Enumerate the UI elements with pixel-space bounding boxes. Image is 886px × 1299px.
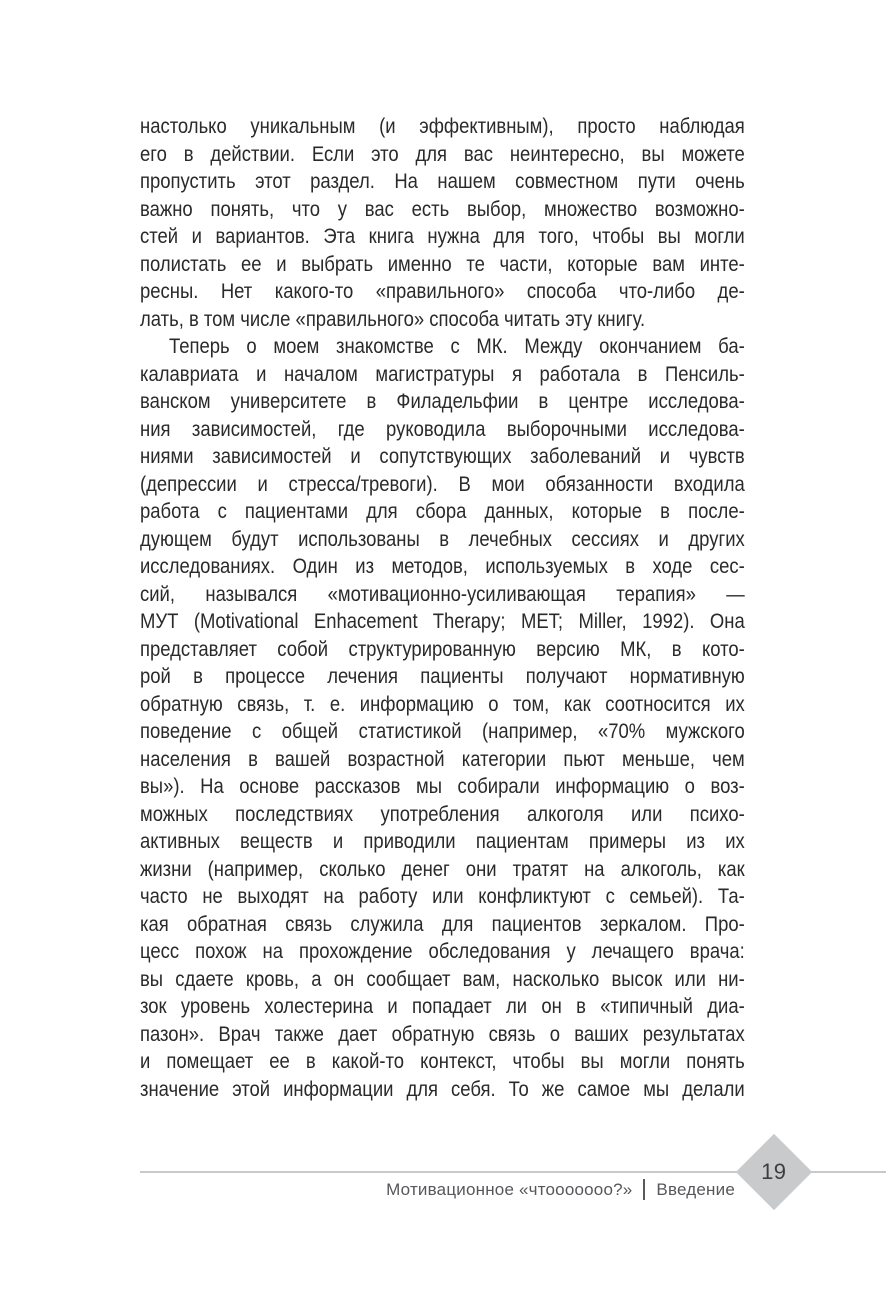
text-line: пазон». Врач также дает обратную связь о ваших результатах <box>140 1022 745 1046</box>
text-line: лать, в том числе «правильного» способа читать эту книгу. <box>140 307 646 331</box>
text-line: часто не выходят на работу или конфликтуют с семьей). Та- <box>140 885 745 908</box>
text-line: поведение с общей статистикой (например, «70% мужского <box>140 720 745 743</box>
footer-divider-bar <box>643 1179 645 1200</box>
text-line: работа с пациентами для сбора данных, которые в после- <box>140 500 745 523</box>
text-line: населения в вашей возрастной категории пьют меньше, чем <box>140 747 745 771</box>
paragraph <box>140 113 745 333</box>
text-line: вы»). На основе рассказов мы собирали информацию о воз- <box>140 775 745 798</box>
text-line: рой в процессе лечения пациенты получают нормативную <box>140 665 745 688</box>
text-line: его в действии. Если это для вас неинтересно, вы можете <box>140 142 745 166</box>
text-line: цесс похож на прохождение обследования у лечащего врача: <box>140 940 745 963</box>
text-line: пропустить этот раздел. На нашем совместном пути очень <box>140 170 745 193</box>
text-line: активных веществ и приводили пациентам примеры из их <box>140 830 745 853</box>
text-line: вы сдаете кровь, а он сообщает вам, насколько высок или ни- <box>140 967 745 991</box>
page-number: 19 <box>761 1158 787 1184</box>
footer-meta <box>386 1179 735 1200</box>
text-line: дующем будут использованы в лечебных сессиях и других <box>140 527 745 551</box>
text-line: ванском университете в Филадельфии в центре исследова- <box>140 390 745 413</box>
text-line: ния зависимостей, где руководила выборочными исследова- <box>140 417 745 441</box>
text-line: представляет собой структурированную версию МК, в кото- <box>140 637 745 661</box>
text-line: ресны. Нет какого-то «правильного» способа что-либо де- <box>140 280 745 303</box>
paragraph <box>140 333 745 1103</box>
text-line: значение этой информации для себя. То же самое мы делали <box>140 1077 745 1101</box>
text-line: и помещает ее в какой-то контекст, чтобы вы могли понять <box>140 1050 745 1073</box>
text-line: можных последствиях употребления алкоголя или психо- <box>140 802 745 826</box>
text-line: ниями зависимостей и сопутствующих заболеваний и чувств <box>140 445 745 468</box>
footer-section-label: Введение <box>656 1179 735 1199</box>
text-line: обратную связь, т. е. информацию о том, как соотносится их <box>140 692 745 716</box>
text-line: важно понять, что у вас есть выбор, множество возможно- <box>140 197 745 221</box>
text-line: МУТ (Motivational Enhacement Therapy; MET; Miller, 1992). Она <box>140 610 745 633</box>
footer-book-title: Мотивационное «чтооооооо?» <box>386 1179 633 1199</box>
text-line: сий, назывался «мотивационно-усиливающая терапия» — <box>140 582 745 606</box>
text-line: калавриата и началом магистратуры я работала в Пенсиль- <box>140 362 745 386</box>
text-line: исследованиях. Один из методов, используемых в ходе сес- <box>140 555 745 578</box>
text-line: кая обратная связь служила для пациентов зеркалом. Про- <box>140 912 745 936</box>
page-number-diamond <box>736 1134 812 1210</box>
text-block <box>140 113 745 1103</box>
text-line: зок уровень холестерина и попадает ли он в «типичный диа- <box>140 995 745 1018</box>
text-line: жизни (например, сколько денег они тратят на алкоголь, как <box>140 857 745 881</box>
text-line: полистать ее и выбрать именно те части, которые вам инте- <box>140 252 745 276</box>
text-line: (депрессии и стресса/тревоги). В мои обязанности входила <box>140 472 745 496</box>
text-line: настолько уникальным (и эффективным), просто наблюдая <box>140 115 745 138</box>
text-line: Теперь о моем знакомстве с МК. Между окончанием ба- <box>169 335 745 358</box>
text-line: стей и вариантов. Эта книга нужна для того, чтобы вы могли <box>140 225 745 248</box>
